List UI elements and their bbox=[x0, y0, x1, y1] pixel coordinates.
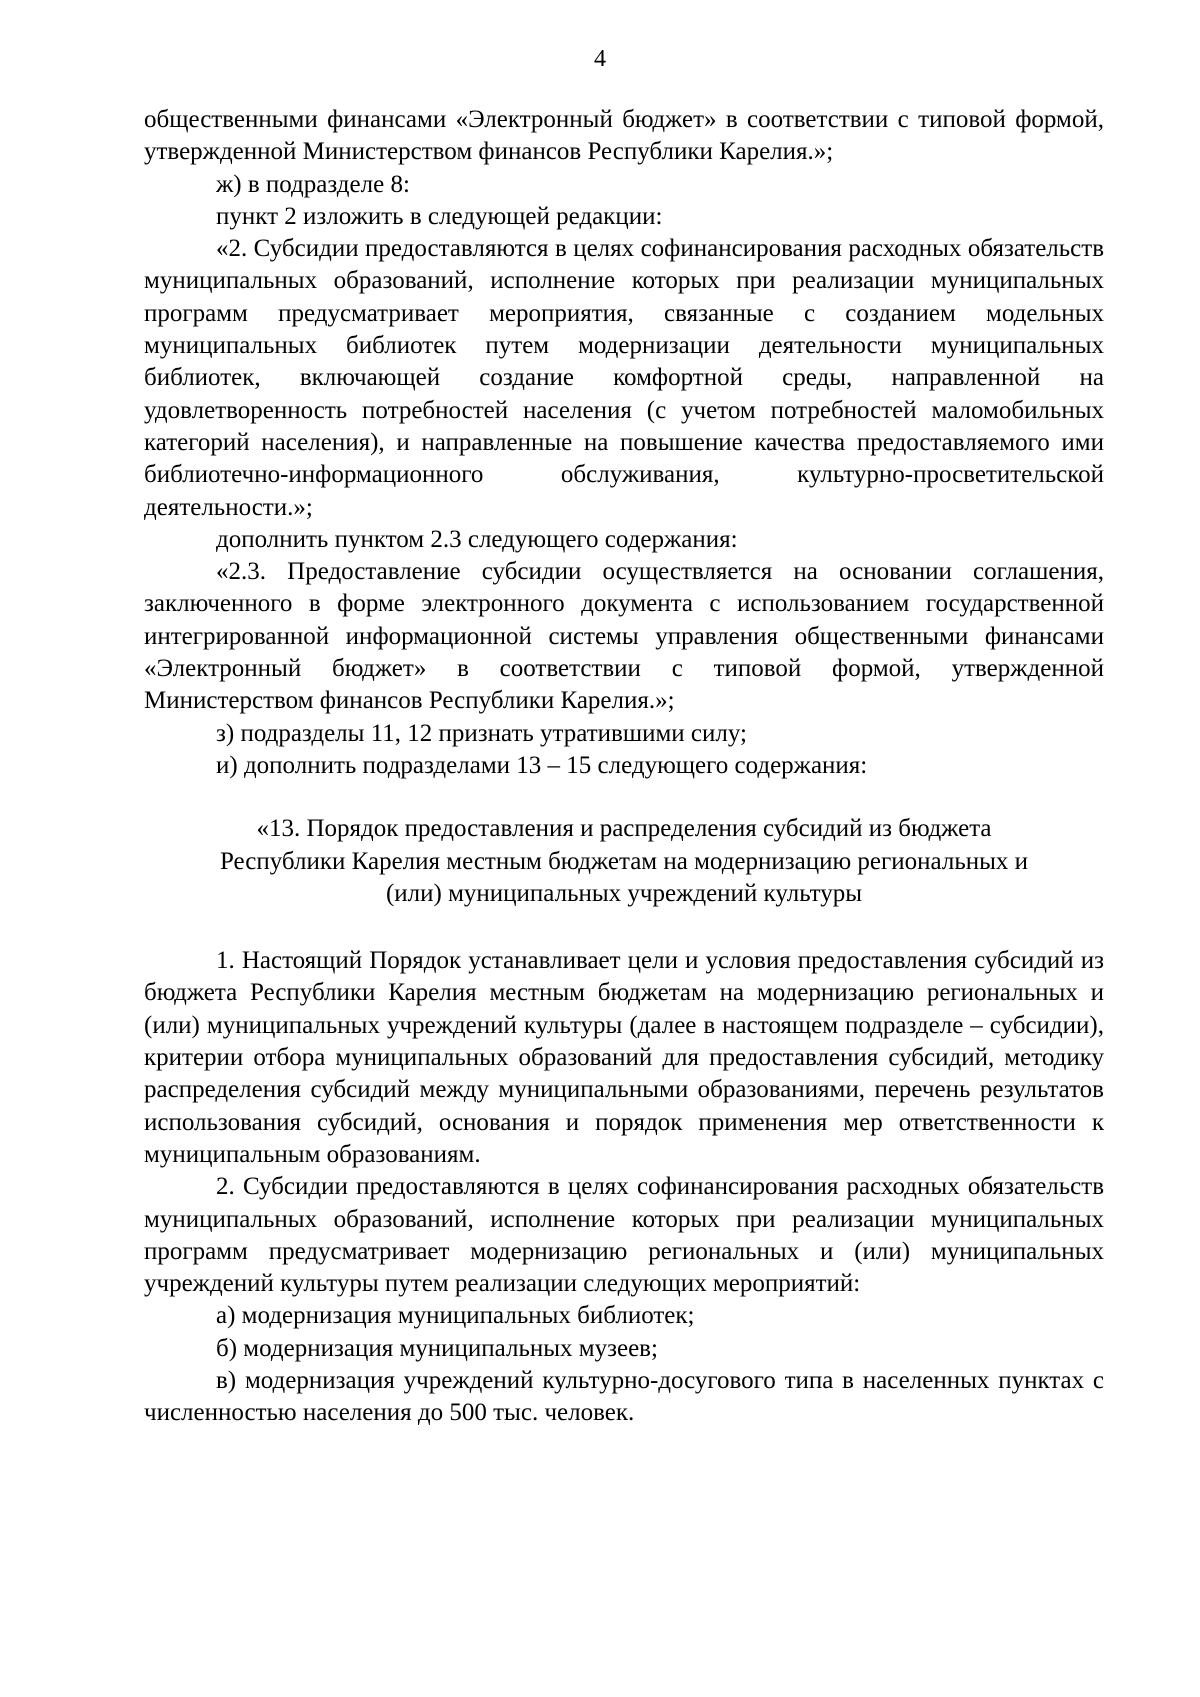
paragraph-item-z: з) подразделы 11, 12 признать утратившими силу; bbox=[216, 719, 747, 747]
section-point-1: 1. Настоящий Порядок устанавливает цели и условия предоставления субсидий из бюджета Республики Карелия местным бюджетам на модернизацию региональных и (или) муниципальных учреждений культуры (далее в настоящем подразделе – субсидии), критерии отбора муниципальных образований для предоставления субсидий, методику распределения субсидий между муниципальными образованиями, перечень результатов использования субсидий, основания и порядок применения мер ответственности к муниципальным образованиям. bbox=[144, 947, 1104, 1168]
page-number: 4 bbox=[594, 46, 606, 72]
paragraph-point-2-intro: пункт 2 изложить в следующей редакции: bbox=[216, 202, 663, 230]
section-heading-line-2: Республики Карелия местным бюджетам на модернизацию региональных и bbox=[219, 847, 1029, 875]
amendment-paragraphs bbox=[144, 104, 1104, 782]
paragraph-point-2-3-intro: дополнить пунктом 2.3 следующего содержания: bbox=[216, 525, 738, 553]
paragraph-continuation: общественными финансами «Электронный бюджет» в соответствии с типовой формой, утвержденной Министерством финансов Республики Карелия.»; bbox=[144, 106, 1104, 166]
section-subitem-v: в) модернизация учреждений культурно-досугового типа в населенных пунктах с численностью населения до 500 тыс. человек. bbox=[144, 1366, 1104, 1427]
section-point-2: 2. Субсидии предоставляются в целях софинансирования расходных обязательств муниципальных образований, исполнение которых при реализации муниципальных программ предусматривает модернизацию региональных и (или) муниципальных учреждений культуры путем реализации следующих мероприятий: bbox=[144, 1173, 1104, 1298]
section-subitem-a: а) модернизация муниципальных библиотек; bbox=[216, 1302, 695, 1330]
section-heading-line-3: (или) муниципальных учреждений культуры bbox=[385, 879, 863, 907]
paragraph-item-zh: ж) в подразделе 8: bbox=[216, 170, 410, 198]
section-heading-line-1: «13. Порядок предоставления и распределения субсидий из бюджета bbox=[256, 815, 992, 843]
paragraph-point-2-3-text: «2.3. Предоставление субсидии осуществляется на основании соглашения, заключенного в форме электронного документа с использованием государственной интегрированной информационной системы управления общественными финансами «Электронный бюджет» в соответствии с типовой формой, утвержденной Министерством финансов Республики Карелия.»; bbox=[144, 558, 1104, 715]
document-body bbox=[144, 104, 1104, 1430]
section-subitem-b: б) модернизация муниципальных музеев; bbox=[216, 1334, 658, 1362]
section-heading bbox=[144, 813, 1104, 910]
section-paragraphs bbox=[144, 945, 1104, 1429]
paragraph-point-2-text: «2. Субсидии предоставляются в целях софинансирования расходных обязательств муниципальных образований, исполнение которых при реализации муниципальных программ предусматривает мероприятия, связанные с созданием модельных муниципальных библиотек путем модернизации деятельности муниципальных библиотек, включающей создание комфортной среды, направленной на удовлетворенность потребностей населения (с учетом потребностей маломобильных категорий населения), и направленные на повышение качества предоставляемого ими библиотечно-информационного обслуживания, культурно-просветительской деятельности.»; bbox=[144, 235, 1104, 521]
paragraph-item-i: и) дополнить подразделами 13 – 15 следующего содержания: bbox=[216, 751, 868, 779]
